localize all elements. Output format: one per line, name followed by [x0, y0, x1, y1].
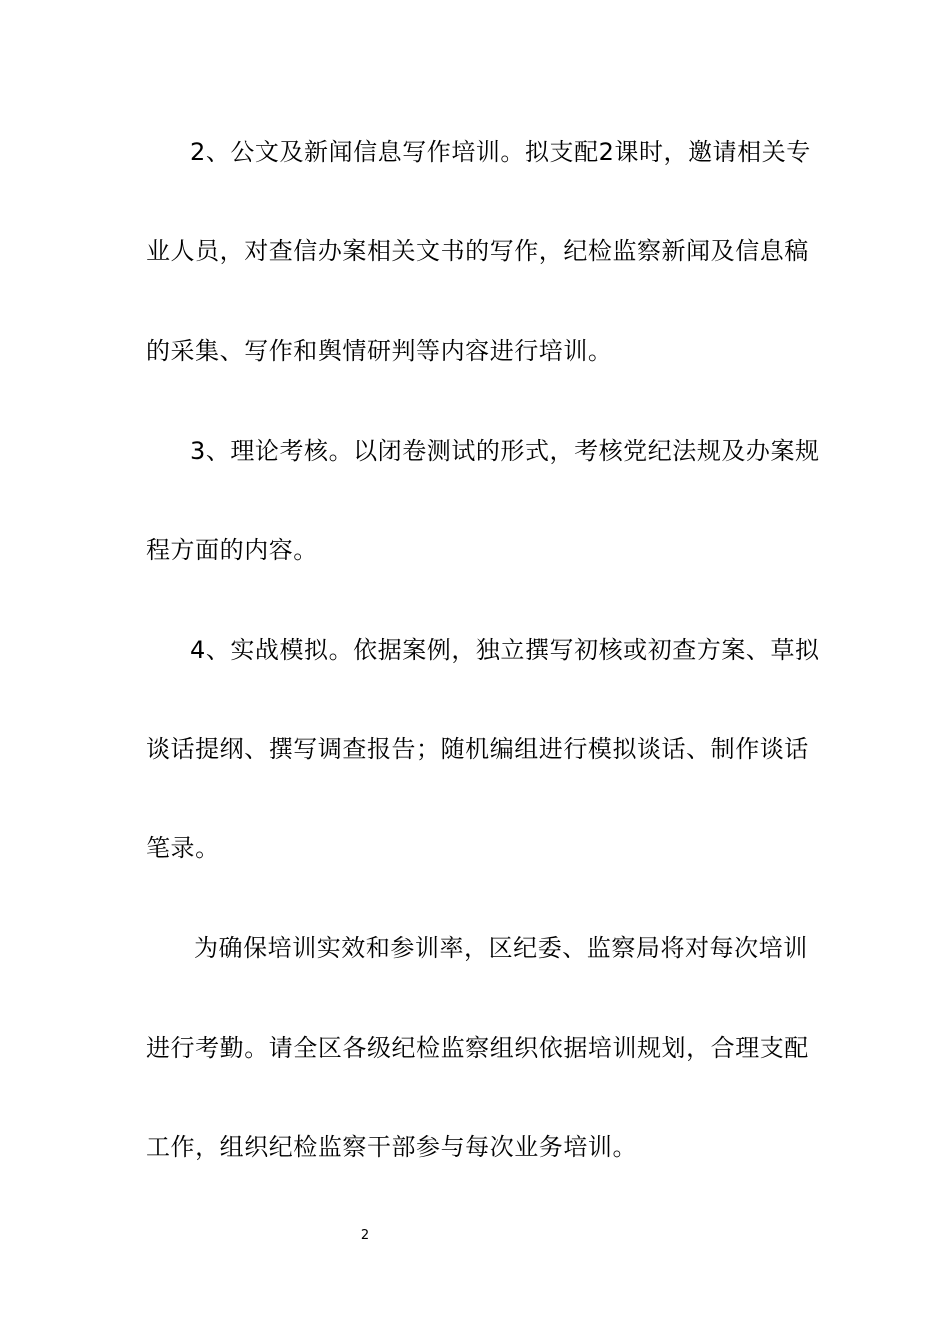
page-number: 2 — [360, 1228, 370, 1243]
closing-paragraph-line-3: 工作，组织纪检监察干部参与每次业务培训。 — [146, 1133, 637, 1161]
paragraph-3-line-2: 程方面的内容。 — [146, 536, 318, 564]
paragraph-4-line-3: 笔录。 — [146, 834, 220, 862]
paragraph-3-line-1: 3、理论考核。以闭卷测试的形式，考核党纪法规及办案规 — [190, 437, 820, 465]
paragraph-2-line-3: 的采集、写作和舆情研判等内容进行培训。 — [146, 337, 613, 365]
closing-paragraph-line-1: 为确保培训实效和参训率，区纪委、监察局将对每次培训 — [194, 934, 808, 962]
paragraph-4-line-1: 4、实战模拟。依据案例，独立撰写初核或初查方案、草拟 — [190, 636, 820, 664]
paragraph-2-line-2: 业人员，对查信办案相关文书的写作，纪检监察新闻及信息稿 — [146, 237, 809, 265]
paragraph-2-line-1: 2、公文及新闻信息写作培训。拟支配2课时，邀请相关专 — [190, 138, 811, 166]
paragraph-4-line-2: 谈话提纲、撰写调查报告；随机编组进行模拟谈话、制作谈话 — [146, 735, 809, 763]
closing-paragraph-line-2: 进行考勤。请全区各级纪检监察组织依据培训规划，合理支配 — [146, 1034, 809, 1062]
